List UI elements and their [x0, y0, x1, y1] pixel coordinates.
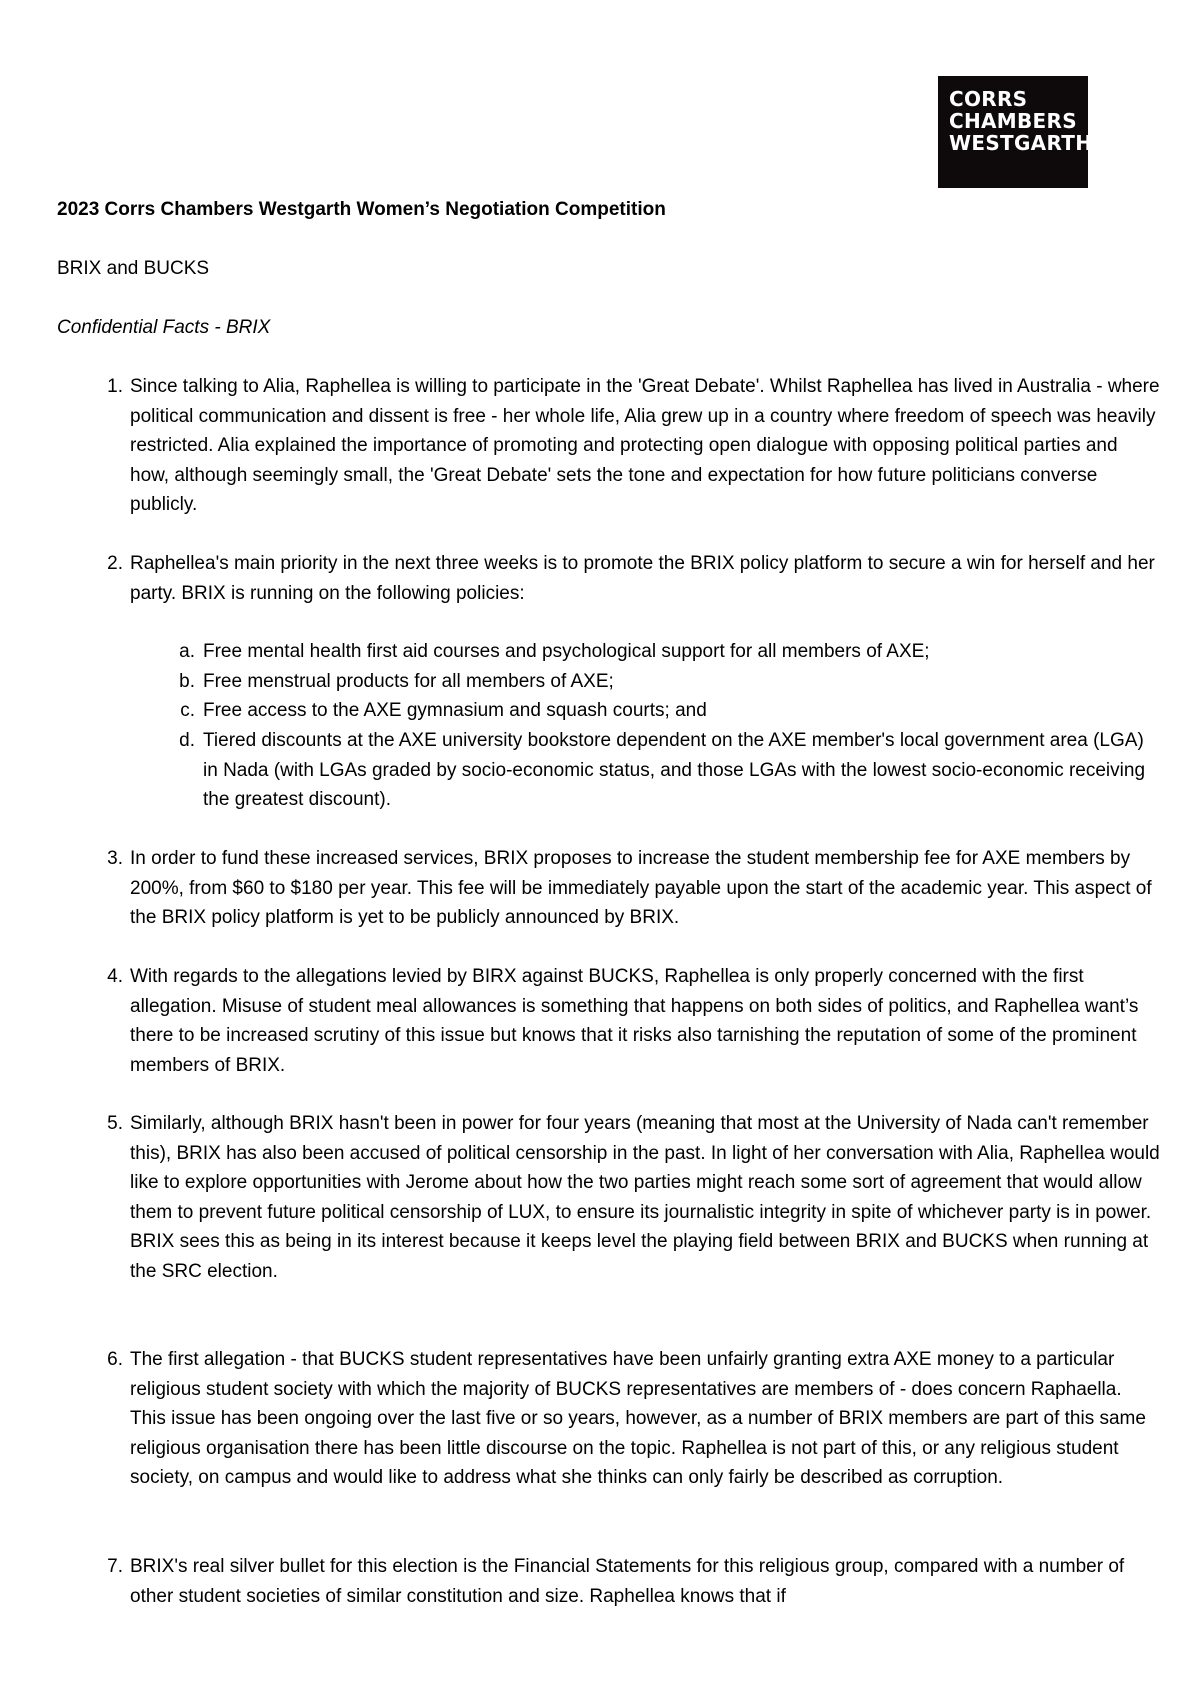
policy-letter: d.	[179, 730, 195, 751]
policy-letter: b.	[179, 671, 195, 692]
policy-letter: c.	[180, 700, 195, 721]
policy-text: Free mental health first aid courses and psychological support for all members of AXE;	[203, 641, 930, 662]
item-text: In order to fund these increased services, BRIX proposes to increase the student membership fee for AXE members by 200%, from $60 to $180 per year. This fee will be immediately payable upon the start of the academic year. This aspect of the BRIX policy platform is yet to be publicly announced by BRIX.	[130, 848, 1152, 928]
document-subtitle: BRIX and BUCKS	[57, 258, 210, 279]
policy-item-b	[57, 667, 1157, 697]
document-title: 2023 Corrs Chambers Westgarth Women’s Negotiation Competition	[57, 199, 666, 220]
item-text: Similarly, although BRIX hasn't been in power for four years (meaning that most at the University of Nada can't remember this), BRIX has also been accused of political censorship in the past. In light of her conversation with Alia, Raphellea would like to explore opportunities with Jerome about how the two parties might reach some sort of agreement that would allow them to prevent future political censorship of LUX, to ensure its journalistic integrity in spite of whichever party is in power. BRIX sees this as being in its interest because it keeps level the playing field between BRIX and BUCKS when running at the SRC election.	[130, 1113, 1160, 1282]
policy-text: Free access to the AXE gymnasium and squash courts; and	[203, 700, 707, 721]
policy-text: Tiered discounts at the AXE university bookstore dependent on the AXE member's local government area (LGA) in Nada (with LGAs graded by socio-economic status, and those LGAs with the lowest socio-economic receiving the greatest discount).	[203, 730, 1146, 810]
item-number: 1.	[107, 376, 123, 397]
logo-line-3: WESTGARTH	[949, 131, 1093, 155]
list-item-7	[57, 1552, 1157, 1611]
corrs-logo	[938, 76, 1093, 188]
item-text: The first allegation - that BUCKS student representatives have been unfairly granting extra AXE money to a particular religious student society with which the majority of BUCKS representatives are members of - does concern Raphaella. This issue has been ongoing over the last five or so years, however, as a number of BRIX members are part of this same religious organisation there has been little discourse on the topic. Raphellea is not part of this, or any religious student society, on campus and would like to address what she thinks can only fairly be described as corruption.	[130, 1349, 1146, 1488]
item-number: 4.	[107, 966, 123, 987]
list-item-4	[57, 962, 1157, 1080]
item-number: 5.	[107, 1113, 123, 1134]
list-item-1	[57, 372, 1160, 520]
list-item-3	[57, 844, 1157, 933]
item-text: BRIX's real silver bullet for this election is the Financial Statements for this religious group, compared with a number of other student societies of similar constitution and size. Raphellea knows that if	[130, 1556, 1125, 1607]
list-item-5	[57, 1109, 1160, 1286]
item-text: Raphellea's main priority in the next three weeks is to promote the BRIX policy platform to secure a win for herself and her party. BRIX is running on the following policies:	[130, 553, 1155, 604]
item-number: 6.	[107, 1349, 123, 1370]
item-number: 3.	[107, 848, 123, 869]
list-item-2	[57, 549, 1157, 608]
policy-item-c	[57, 696, 1157, 726]
list-item-6	[57, 1345, 1157, 1493]
item-text: With regards to the allegations levied by BIRX against BUCKS, Raphellea is only properly concerned with the first allegation. Misuse of student meal allowances is something that happens on both sides of politics, and Raphellea want’s there to be increased scrutiny of this issue but knows that it risks also tarnishing the reputation of some of the prominent members of BRIX.	[130, 966, 1139, 1076]
policy-letter: a.	[179, 641, 195, 662]
item-number: 7.	[107, 1556, 123, 1577]
item-number: 2.	[107, 553, 123, 574]
logo-line-1: CORRS	[949, 87, 1028, 111]
logo-line-2: CHAMBERS	[949, 109, 1077, 133]
confidential-heading: Confidential Facts - BRIX	[57, 317, 271, 338]
policy-item-d	[57, 726, 1157, 815]
policy-text: Free menstrual products for all members of AXE;	[203, 671, 614, 692]
policy-item-a	[57, 637, 1157, 667]
item-text: Since talking to Alia, Raphellea is willing to participate in the 'Great Debate'. Whilst Raphellea has lived in Australia - where political communication and dissent is free - her whole life, Alia grew up in a country where freedom of speech was heavily restricted. Alia explained the importance of promoting and protecting open dialogue with opposing political parties and how, although seemingly small, the 'Great Debate' sets the tone and expectation for how future politicians converse publicly.	[130, 376, 1160, 515]
